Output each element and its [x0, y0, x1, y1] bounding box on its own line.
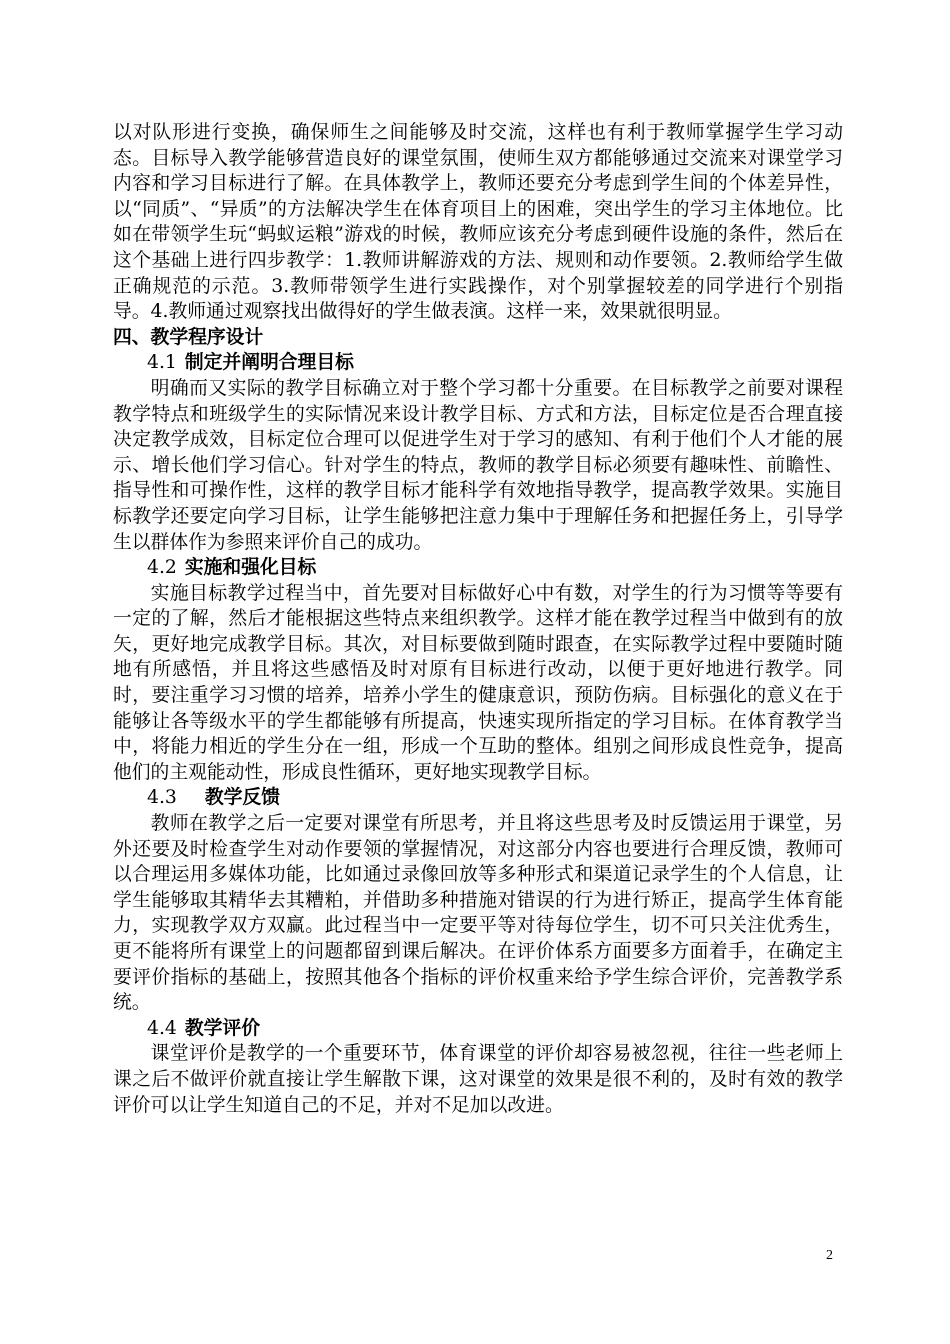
- body-paragraph: 教师在教学之后一定要对课堂有所思考，并且将这些思考及时反馈运用于课堂，另外还要及时检查学生对动作要领的掌握情况，对这部分内容也要进行合理反馈，教师可以合理运用多媒体功能，比如通过录像回放等多种形式和渠道记录学生的个人信息，让学生能够取其精华去其糟粕，并借助多种措施对错误的行为进行矫正，提高学生体育能力，实现教学双方双赢。此过程当中一定要平等对待每位学生，切不可只关注优秀生，更不能将所有课堂上的问题都留到课后解决。在评价体系方面要多方面着手，在确定主要评价指标的基础上，按照其他各个指标的评价权重来给予学生综合评价，完善教学系统。: [113, 813, 843, 1014]
- subsection-heading-4-3: [113, 785, 843, 811]
- document-body: [113, 120, 843, 1118]
- body-paragraph: 以对队形进行变换，确保师生之间能够及时交流，这样也有利于教师掌握学生学习动态。目标导入教学能够营造良好的课堂氛围，使师生双方都能够通过交流来对课堂学习内容和学习目标进行了解。在具体教学上，教师还要充分考虑到学生间的个体差异性，以“同质”、“异质”的方法解决学生在体育项目上的困难，突出学生的学习主体地位。比如在带领学生玩“蚂蚁运粮”游戏的时候，教师应该充分考虑到硬件设施的条件，然后在这个基础上进行四步教学：1.教师讲解游戏的方法、规则和动作要领。2.教师给学生做正确规范的示范。3.教师带领学生进行实践操作，对个别掌握较差的同学进行个别指导。4.教师通过观察找出做得好的学生做表演。这样一来，效果就很明显。: [113, 122, 843, 323]
- subsection-title: 制定并阐明合理目标: [184, 351, 354, 374]
- subsection-number: 4.4: [147, 1017, 177, 1039]
- body-paragraph: 课堂评价是教学的一个重要环节，体育课堂的评价却容易被忽视，往往一些老师上课之后不做评价就直接让学生解散下课，这对课堂的效果是很不利的，及时有效的教学评价可以让学生知道自己的不足，并对不足加以改进。: [113, 1043, 843, 1116]
- subsection-number: 4.1: [147, 352, 177, 374]
- subsection-number: 4.3: [147, 787, 177, 809]
- body-paragraph: 实施目标教学过程当中，首先要对目标做好心中有数，对学生的行为习惯等等要有一定的了解，然后才能根据这些特点来组织教学。这样才能在教学过程当中做到有的放矢，更好地完成教学目标。其次，对目标要做到随时跟查，在实际教学过程中要随时随地有所感悟，并且将这些感悟及时对原有目标进行改动，以便于更好地进行教学。同时，要注重学习习惯的培养，培养小学生的健康意识，预防伤病。目标强化的意义在于能够让各等级水平的学生都能够有所提高，快速实现所指定的学习目标。在体育教学当中，将能力相近的学生分在一组，形成一个互助的整体。组别之间形成良性竞争，提高他们的主观能动性，形成良性循环，更好地实现教学目标。: [113, 582, 843, 783]
- subsection-heading-4-2: [113, 555, 843, 581]
- subsection-title: 实施和强化目标: [184, 556, 317, 579]
- section-heading: 四、教学程序设计: [113, 325, 264, 348]
- subsection-heading-4-4: [113, 1016, 843, 1042]
- subsection-number: 4.2: [147, 557, 177, 579]
- subsection-title: 教学反馈: [204, 786, 280, 809]
- page-number: 2: [826, 1248, 833, 1263]
- subsection-title: 教学评价: [184, 1016, 260, 1039]
- body-paragraph: 明确而又实际的教学目标确立对于整个学习都十分重要。在目标教学之前要对课程教学特点和班级学生的实际情况来设计教学目标、方式和方法，目标定位是否合理直接决定教学成效，目标定位合理可以促进学生对于学习的感知、有利于他们个人才能的展示、增长他们学习信心。针对学生的特点，教师的教学目标必须要有趣味性、前瞻性、指导性和可操作性，这样的教学目标才能科学有效地指导教学，提高教学效果。实施目标教学还要定向学习目标，让学生能够把注意力集中于理解任务和把握任务上，引导学生以群体作为参照来评价自己的成功。: [113, 377, 843, 553]
- subsection-heading-4-1: [113, 350, 843, 376]
